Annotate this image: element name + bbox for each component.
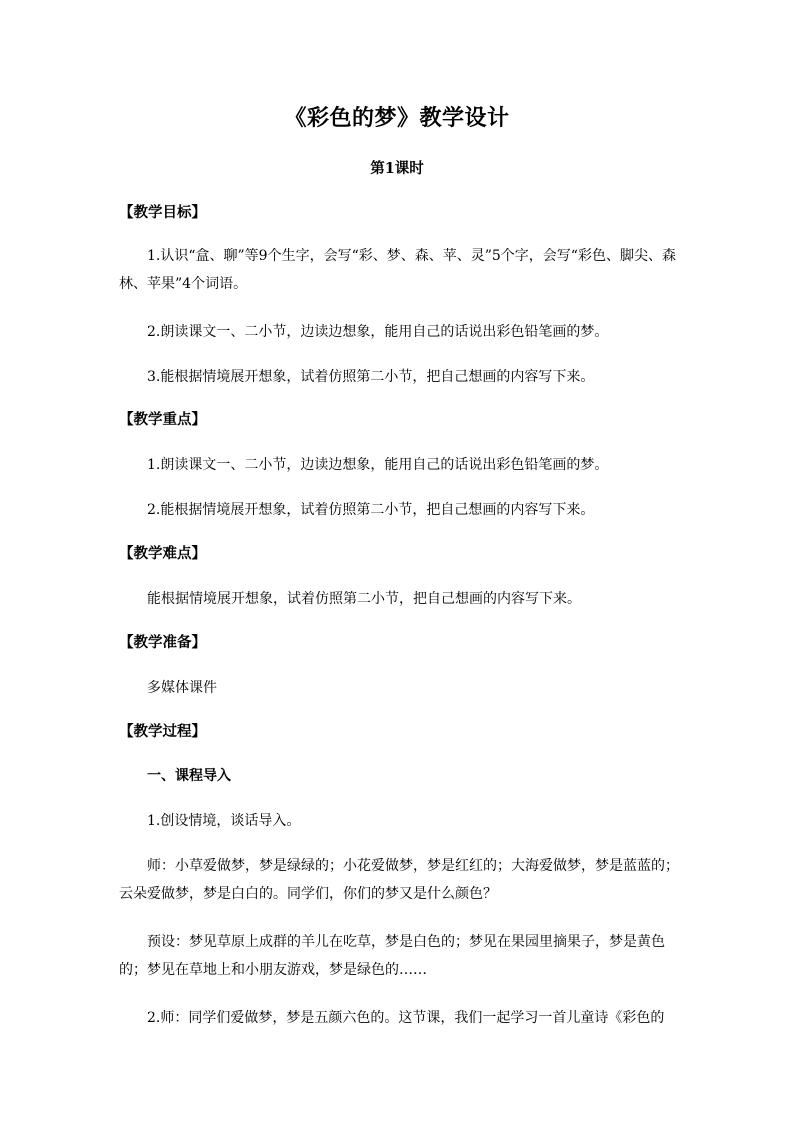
- keypoint-item-1: 1.朗读课文一、二小节，边读边想象，能用自己的话说出彩色铅笔画的梦。: [147, 457, 609, 473]
- teacher-dialogue-1: 师：小草爱做梦，梦是绿绿的；小花爱做梦，梦是红红的；大海爱做梦，梦是蓝蓝的；云朵爱做梦，梦是白白的。同学们，你们的梦又是什么颜色？: [119, 858, 679, 902]
- teacher-dialogue-2: 2.师：同学们爱做梦，梦是五颜六色的。这节课，我们一起学习一首儿童诗《彩色的: [147, 1010, 665, 1026]
- goal-item-1: 1.认识“盒、聊”等9个生字，会写“彩、梦、森、苹、灵”5个字，会写“彩色、脚尖、森林、苹果”4个词语。: [119, 248, 676, 292]
- section-heading-keypoints: 【教学重点】: [119, 411, 206, 428]
- process-step-1: 1.创设情境，谈话导入。: [147, 813, 301, 829]
- difficulty-text: 能根据情境展开想象，试着仿照第二小节，把自己想画的内容写下来。: [147, 591, 581, 607]
- preset-answer: 预设：梦见草原上成群的羊儿在吃草，梦是白色的；梦见在果园里摘果子，梦是黄色的；梦见在草地上和小朋友游戏，梦是绿色的……: [119, 934, 665, 978]
- process-part-title: 一、课程导入: [147, 768, 231, 784]
- goal-item-3: 3.能根据情境展开想象，试着仿照第二小节，把自己想画的内容写下来。: [147, 369, 595, 385]
- section-heading-goals: 【教学目标】: [119, 204, 206, 221]
- document-title: 《彩色的梦》教学设计: [284, 105, 510, 131]
- keypoint-item-2: 2.能根据情境展开想象，试着仿照第二小节，把自己想画的内容写下来。: [147, 502, 595, 518]
- preparation-text: 多媒体课件: [147, 680, 217, 696]
- goal-item-2: 2.朗读课文一、二小节，边读边想象，能用自己的话说出彩色铅笔画的梦。: [147, 324, 609, 340]
- lesson-period: 第1课时: [370, 160, 424, 177]
- section-heading-process: 【教学过程】: [119, 723, 206, 740]
- section-heading-preparation: 【教学准备】: [119, 634, 206, 651]
- section-heading-difficulties: 【教学难点】: [119, 545, 206, 562]
